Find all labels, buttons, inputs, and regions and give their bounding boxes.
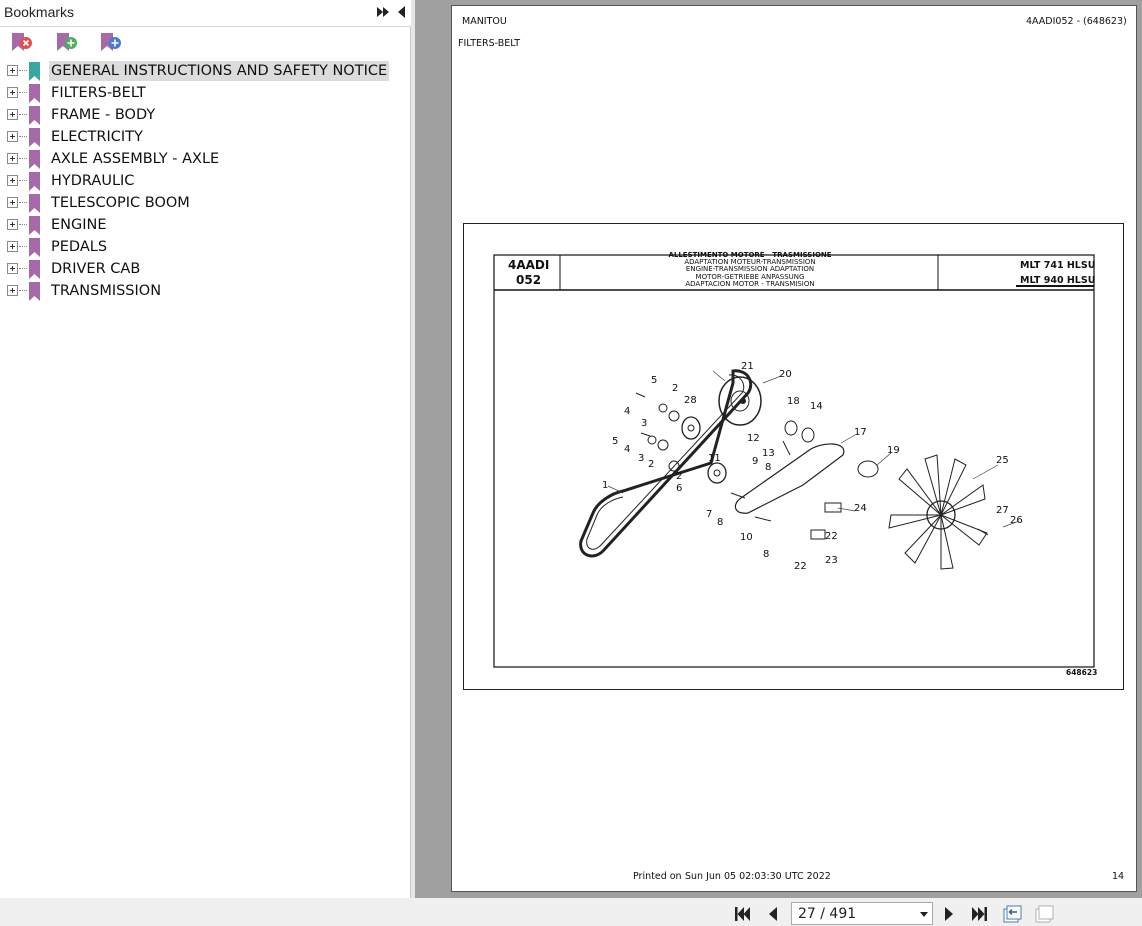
callout-7: 7	[706, 509, 713, 520]
bookmark-item[interactable]	[0, 82, 411, 104]
bookmark-icon	[28, 194, 41, 213]
expand-icon[interactable]	[7, 285, 18, 296]
last-page-icon[interactable]	[969, 905, 989, 923]
callout-5b: 5	[612, 436, 619, 447]
expand-icon[interactable]	[7, 197, 18, 208]
bookmark-label[interactable]: DRIVER CAB	[51, 261, 141, 277]
bookmark-label[interactable]: PEDALS	[51, 239, 108, 255]
callout-4b: 4	[624, 444, 631, 455]
panel-title: Bookmarks	[4, 4, 75, 20]
callout-1: 1	[602, 480, 609, 491]
plate-model-1: MLT 741 HLSU	[1020, 260, 1096, 271]
bookmark-label[interactable]: FRAME - BODY	[51, 107, 156, 123]
callout-28: 28	[684, 395, 697, 406]
callout-8c: 8	[765, 462, 772, 473]
callout-4a: 4	[624, 406, 631, 417]
callout-17: 17	[854, 427, 867, 438]
diagram-callouts	[602, 361, 1023, 572]
bookmark-item[interactable]	[0, 236, 411, 258]
callout-6: 6	[676, 483, 683, 494]
bookmark-label[interactable]: FILTERS-BELT	[51, 85, 146, 101]
plate-code-line1: 4AADI	[508, 258, 550, 272]
page-number-field[interactable]: 27 / 491	[798, 906, 857, 922]
expand-icon[interactable]	[7, 109, 18, 120]
delete-bookmark-icon[interactable]	[9, 31, 33, 57]
bookmarks-panel-header	[0, 0, 411, 27]
bookmark-item[interactable]	[0, 192, 411, 214]
page-number: 14	[1112, 871, 1125, 882]
callout-22a: 22	[825, 531, 838, 542]
bookmark-label[interactable]: ELECTRICITY	[51, 129, 143, 145]
bookmark-icon	[28, 238, 41, 257]
callout-11: 11	[708, 453, 721, 464]
page-header-ref: 4AADI052 - (648623)	[1026, 16, 1127, 27]
callout-12: 12	[747, 433, 760, 444]
bookmark-icon	[28, 172, 41, 191]
expand-icon[interactable]	[7, 263, 18, 274]
callout-5a: 5	[651, 375, 658, 386]
callout-2a: 2	[672, 383, 679, 394]
collapse-panel-icon[interactable]	[395, 5, 407, 19]
expand-icon[interactable]	[7, 87, 18, 98]
first-page-icon[interactable]	[733, 905, 753, 923]
bookmark-item[interactable]	[0, 280, 411, 302]
expand-icon[interactable]	[7, 241, 18, 252]
callout-25: 25	[996, 455, 1009, 466]
bookmark-icon	[28, 150, 41, 169]
callout-23: 23	[825, 555, 838, 566]
bookmark-item[interactable]	[0, 214, 411, 236]
bookmark-item[interactable]	[0, 60, 411, 82]
fast-forward-icon[interactable]	[376, 5, 390, 19]
callout-21: 21	[741, 361, 754, 372]
callout-18: 18	[787, 396, 800, 407]
plate-model-2: MLT 940 HLSU	[1020, 275, 1096, 286]
expand-icon[interactable]	[7, 219, 18, 230]
bookmark-item[interactable]	[0, 104, 411, 126]
bookmark-item[interactable]	[0, 258, 411, 280]
callout-2b: 2	[648, 459, 655, 470]
expand-icon[interactable]	[7, 153, 18, 164]
bookmark-label[interactable]: ENGINE	[51, 217, 107, 233]
tree-connector	[19, 70, 27, 71]
bookmark-label[interactable]: AXLE ASSEMBLY - AXLE	[51, 151, 220, 167]
go-forward-view-icon[interactable]	[1033, 903, 1055, 925]
go-back-view-icon[interactable]	[1001, 903, 1023, 925]
tree-connector	[19, 180, 27, 181]
tree-connector	[19, 136, 27, 137]
plate-code-line2: 052	[516, 273, 542, 287]
callout-8a: 8	[717, 517, 724, 528]
bookmark-label[interactable]: HYDRAULIC	[51, 173, 135, 189]
tree-connector	[19, 290, 27, 291]
add-bookmark-icon[interactable]	[54, 31, 78, 57]
expand-icon[interactable]	[7, 131, 18, 142]
printed-date: Sun Jun 05 02:03:30 UTC 2022	[685, 871, 831, 882]
tree-connector	[19, 246, 27, 247]
callout-8b: 8	[763, 549, 770, 560]
callout-22b: 22	[794, 561, 807, 572]
callout-24: 24	[854, 503, 867, 514]
page-section-title: FILTERS-BELT	[458, 38, 521, 49]
bookmark-item[interactable]	[0, 126, 411, 148]
callout-26: 26	[1010, 515, 1023, 526]
expand-icon[interactable]	[7, 65, 18, 76]
callout-10: 10	[740, 532, 753, 543]
chevron-down-icon[interactable]	[920, 912, 928, 917]
page-number-select[interactable]	[791, 902, 933, 925]
callout-9: 9	[752, 456, 759, 467]
plate-titles: ALLESTIMENTO MOTORE - TRASMISSIONE ADAPTATION MOTEUR-TRANSMISSION ENGINE-TRANSMISSION ADAPTATION MOTOR-GETRIEBE ANPASSUNG ADAPTACION MOTOR - TRANSMISION	[668, 251, 832, 288]
callout-14: 14	[810, 401, 823, 412]
callout-27: 27	[996, 505, 1009, 516]
bookmark-item[interactable]	[0, 170, 411, 192]
bookmark-icon	[28, 282, 41, 301]
tree-connector	[19, 224, 27, 225]
tree-connector	[19, 158, 27, 159]
plate-drawing-number: 648623	[1066, 668, 1098, 677]
bookmark-label[interactable]: TRANSMISSION	[51, 283, 162, 299]
callout-2c: 2	[676, 471, 683, 482]
add-child-bookmark-icon[interactable]	[98, 31, 122, 57]
bookmark-label[interactable]: GENERAL INSTRUCTIONS AND SAFETY NOTICE	[51, 63, 388, 79]
bookmark-item[interactable]	[0, 148, 411, 170]
bookmark-label[interactable]: TELESCOPIC BOOM	[51, 195, 190, 211]
bookmark-icon	[28, 128, 41, 147]
bookmark-icon	[28, 62, 41, 81]
next-page-icon[interactable]	[939, 905, 959, 923]
bookmarks-panel	[0, 0, 411, 898]
callout-19: 19	[887, 445, 900, 456]
expand-icon[interactable]	[7, 175, 18, 186]
page-header-brand: MANITOU	[462, 16, 507, 27]
tree-connector	[19, 114, 27, 115]
tree-connector	[19, 202, 27, 203]
callout-3a: 3	[641, 418, 648, 429]
bookmark-icon	[28, 106, 41, 125]
printed-label: Printed on	[633, 871, 682, 882]
tree-connector	[19, 92, 27, 93]
bookmark-icon	[28, 216, 41, 235]
callout-20: 20	[779, 369, 792, 380]
callout-13: 13	[762, 448, 775, 459]
tree-connector	[19, 268, 27, 269]
bookmark-icon	[28, 84, 41, 103]
previous-page-icon[interactable]	[763, 905, 783, 923]
bookmarks-toolbar	[0, 28, 411, 60]
parts-diagram	[463, 223, 1124, 690]
callout-3b: 3	[638, 453, 645, 464]
bookmark-icon	[28, 260, 41, 279]
